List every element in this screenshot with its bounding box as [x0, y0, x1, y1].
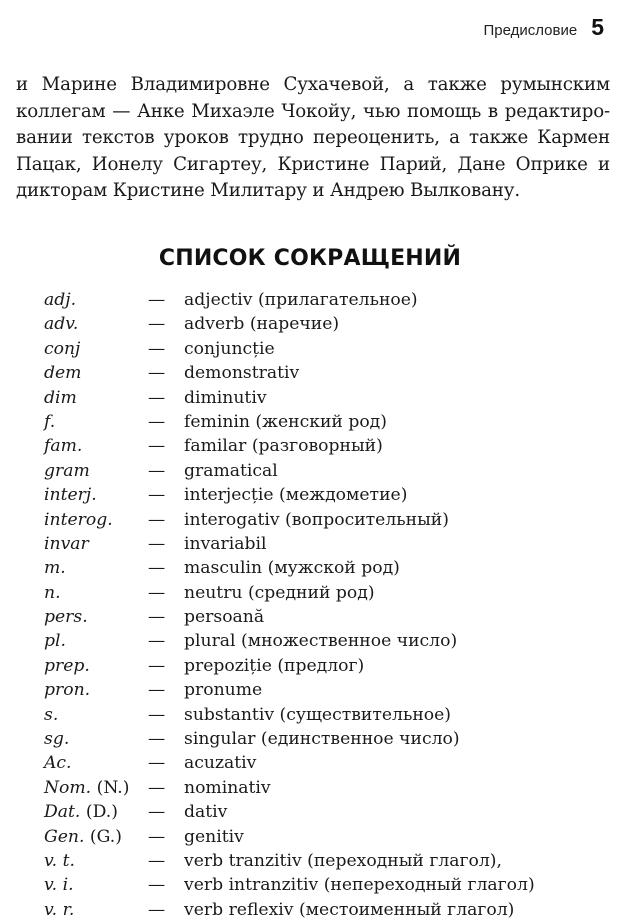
- intro-line: дикторам Кристине Милитару и Андрею Вылковану.: [16, 180, 520, 201]
- abbreviation-term: [44, 729, 148, 749]
- abbreviation-short: pl.: [44, 631, 66, 652]
- intro-line: Пацак, Ионелу Сигартеу, Кристине Парий, Дане Оприке и: [16, 153, 610, 175]
- abbreviation-term: [44, 705, 148, 725]
- em-dash: —: [148, 387, 166, 408]
- abbreviation-term: [44, 461, 148, 481]
- abbreviation-alt: (D.): [85, 802, 118, 823]
- section-heading: СПИСОК СОКРАЩЕНИЙ: [158, 246, 462, 271]
- abbreviation-term: [44, 510, 148, 530]
- em-dash: —: [148, 558, 166, 579]
- abbreviation-alt: (N.): [96, 777, 130, 798]
- abbreviation-short: s.: [44, 704, 59, 725]
- abbreviation-short: adv.: [44, 314, 79, 335]
- abbreviation-term: [44, 290, 148, 310]
- em-dash: —: [148, 582, 166, 603]
- em-dash: —: [148, 314, 166, 335]
- abbreviation-short: dim: [44, 387, 77, 408]
- em-dash: —: [148, 850, 166, 871]
- abbreviation-term: [44, 827, 148, 847]
- em-dash: —: [148, 460, 166, 481]
- abbreviation-meaning: plural (множественное число): [184, 631, 458, 652]
- abbreviation-short: Dat.: [44, 802, 81, 823]
- abbreviation-short: interog.: [44, 509, 113, 530]
- abbreviation-term: [44, 363, 148, 383]
- abbreviation-short: Gen.: [44, 826, 85, 847]
- abbreviation-short: v. r.: [44, 899, 75, 920]
- em-dash: —: [148, 411, 166, 432]
- abbreviation-term: [44, 753, 148, 773]
- abbreviation-row: [44, 388, 604, 412]
- abbreviation-meaning: persoană: [184, 607, 265, 628]
- abbreviation-short: fam.: [44, 436, 83, 457]
- abbreviation-row: [44, 412, 604, 436]
- abbreviation-short: gram: [44, 460, 90, 481]
- abbreviation-short: pron.: [44, 680, 91, 701]
- abbreviation-term: [44, 339, 148, 359]
- abbreviation-term: [44, 436, 148, 456]
- abbreviation-row: [44, 534, 604, 558]
- em-dash: —: [148, 777, 166, 798]
- abbreviation-term: [44, 875, 148, 895]
- abbreviation-short: Nom.: [44, 777, 92, 798]
- abbreviation-row: [44, 290, 604, 314]
- abbreviation-meaning: masculin (мужской род): [184, 558, 400, 579]
- abbreviation-meaning: interogativ (вопросительный): [184, 509, 449, 530]
- em-dash: —: [148, 485, 166, 506]
- em-dash: —: [148, 802, 166, 823]
- abbreviation-short: m.: [44, 558, 66, 579]
- em-dash: —: [148, 729, 166, 750]
- intro-paragraph: [16, 72, 610, 205]
- abbreviation-meaning: adverb (наречие): [184, 314, 340, 335]
- abbreviation-meaning: singular (единственное число): [184, 729, 460, 750]
- abbreviation-term: [44, 802, 148, 822]
- em-dash: —: [148, 631, 166, 652]
- abbreviation-term: [44, 388, 148, 408]
- abbreviation-short: invar: [44, 533, 89, 554]
- running-title: Предисловие: [483, 22, 578, 39]
- abbreviation-row: [44, 900, 604, 924]
- abbreviation-term: [44, 314, 148, 334]
- intro-line: коллегам — Анке Михаэле Чокойу, чью помощь в редактиро-: [16, 100, 610, 122]
- em-dash: —: [148, 509, 166, 530]
- abbreviation-meaning: pronume: [184, 680, 263, 701]
- running-head: [483, 14, 604, 41]
- abbreviation-row: [44, 631, 604, 655]
- abbreviation-row: [44, 875, 604, 899]
- abbreviation-row: [44, 753, 604, 777]
- abbreviation-row: [44, 339, 604, 363]
- abbreviation-term: [44, 583, 148, 603]
- abbreviation-meaning: verb intranzitiv (непереходный глагол): [184, 875, 535, 896]
- abbreviation-meaning: verb tranzitiv (переходный глагол),: [184, 850, 502, 871]
- abbreviation-row: [44, 583, 604, 607]
- abbreviation-meaning: interjecție (междометие): [184, 485, 408, 506]
- abbreviation-row: [44, 827, 604, 851]
- abbreviation-short: Ac.: [44, 753, 72, 774]
- abbreviation-row: [44, 680, 604, 704]
- abbreviation-short: dem: [44, 363, 82, 384]
- abbreviation-row: [44, 461, 604, 485]
- abbreviation-short: interj.: [44, 485, 97, 506]
- abbreviation-meaning: dativ: [184, 802, 228, 823]
- em-dash: —: [148, 875, 166, 896]
- em-dash: —: [148, 899, 166, 920]
- intro-line: и Марине Владимировне Сухачевой, а также румынским: [16, 74, 610, 95]
- abbreviation-term: [44, 656, 148, 676]
- abbreviation-meaning: neutru (средний род): [184, 582, 375, 603]
- abbreviation-meaning: familar (разговорный): [184, 436, 383, 457]
- abbreviation-meaning: verb reflexiv (местоименный глагол): [184, 899, 515, 920]
- em-dash: —: [148, 290, 166, 310]
- abbreviation-meaning: adjectiv (прилагательное): [184, 290, 418, 310]
- em-dash: —: [148, 680, 166, 701]
- abbreviation-row: [44, 363, 604, 387]
- abbreviation-row: [44, 778, 604, 802]
- abbreviation-term: [44, 607, 148, 627]
- em-dash: —: [148, 753, 166, 774]
- abbreviation-term: [44, 778, 148, 798]
- abbreviation-meaning: demonstrativ: [184, 363, 300, 384]
- abbreviation-short: adj.: [44, 290, 77, 310]
- abbreviation-term: [44, 412, 148, 432]
- abbreviation-row: [44, 607, 604, 631]
- em-dash: —: [148, 826, 166, 847]
- abbreviation-term: [44, 558, 148, 578]
- abbreviation-row: [44, 314, 604, 338]
- page-number: 5: [591, 14, 604, 40]
- abbreviation-row: [44, 729, 604, 753]
- abbreviation-short: v. i.: [44, 875, 74, 896]
- abbreviation-row: [44, 510, 604, 534]
- em-dash: —: [148, 533, 166, 554]
- abbreviation-short: sg.: [44, 729, 70, 750]
- abbreviation-term: [44, 680, 148, 700]
- abbreviation-term: [44, 485, 148, 505]
- abbreviation-alt: (G.): [89, 826, 122, 847]
- abbreviation-meaning: feminin (женский род): [184, 411, 387, 432]
- abbreviation-list: [44, 290, 604, 924]
- abbreviation-meaning: conjuncție: [184, 338, 275, 359]
- abbreviation-row: [44, 705, 604, 729]
- abbreviation-short: conj: [44, 338, 81, 359]
- abbreviation-short: f.: [44, 411, 56, 432]
- abbreviation-term: [44, 900, 148, 920]
- intro-line: вании текстов уроков трудно переоценить, а также Кармен: [16, 127, 610, 148]
- abbreviation-row: [44, 802, 604, 826]
- abbreviation-meaning: nominativ: [184, 777, 271, 798]
- abbreviation-meaning: prepoziție (предлог): [184, 655, 365, 676]
- abbreviation-short: v. t.: [44, 850, 75, 871]
- abbreviation-meaning: gramatical: [184, 460, 278, 481]
- abbreviation-row: [44, 485, 604, 509]
- abbreviation-term: [44, 534, 148, 554]
- em-dash: —: [148, 704, 166, 725]
- em-dash: —: [148, 338, 166, 359]
- abbreviation-meaning: substantiv (существительное): [184, 704, 452, 725]
- abbreviation-row: [44, 436, 604, 460]
- abbreviation-short: pers.: [44, 607, 88, 628]
- em-dash: —: [148, 436, 166, 457]
- em-dash: —: [148, 363, 166, 384]
- abbreviation-row: [44, 558, 604, 582]
- abbreviation-term: [44, 851, 148, 871]
- abbreviation-row: [44, 851, 604, 875]
- abbreviation-row: [44, 656, 604, 680]
- abbreviation-short: n.: [44, 582, 61, 603]
- abbreviation-meaning: genitiv: [184, 826, 244, 847]
- abbreviation-meaning: invariabil: [184, 533, 267, 554]
- abbreviation-meaning: acuzativ: [184, 753, 257, 774]
- abbreviation-term: [44, 631, 148, 651]
- abbreviation-meaning: diminutiv: [184, 387, 267, 408]
- abbreviation-short: prep.: [44, 655, 90, 676]
- em-dash: —: [148, 655, 166, 676]
- em-dash: —: [148, 607, 166, 628]
